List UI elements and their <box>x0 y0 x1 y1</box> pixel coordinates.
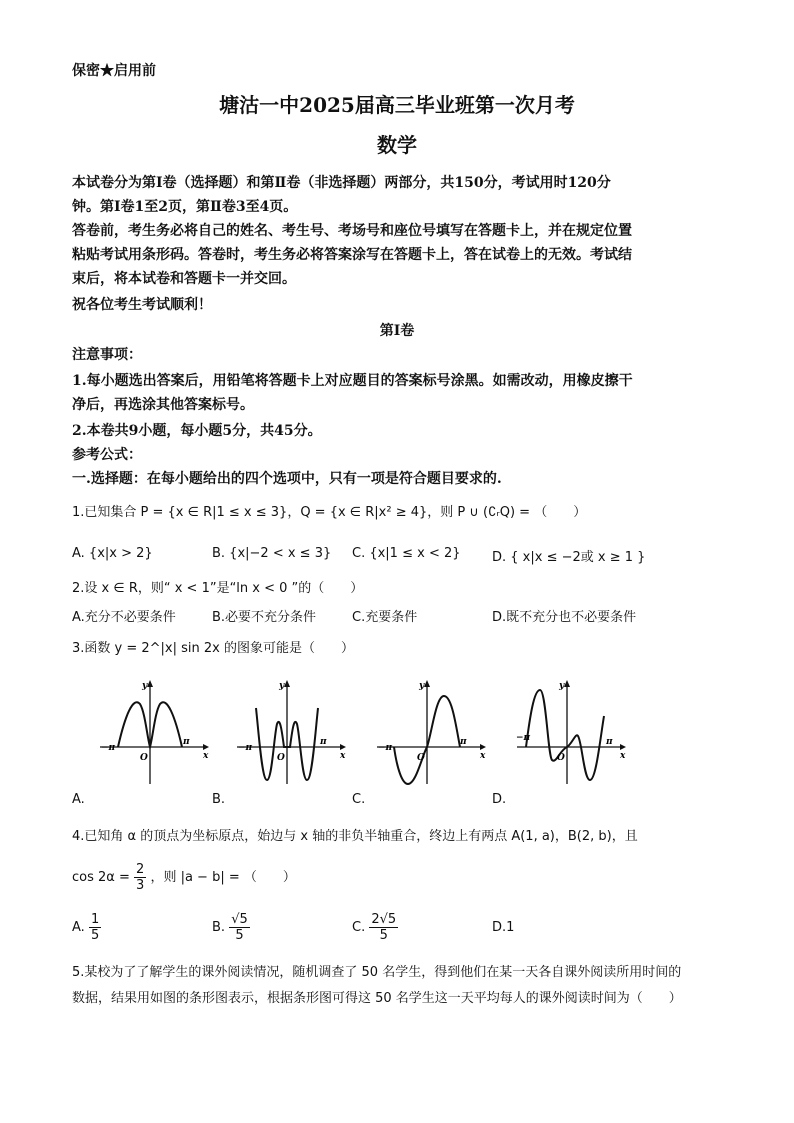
intro-line-1: 本试卷分为第Ⅰ卷（选择题）和第Ⅱ卷（非选择题）两部分，共150分，考试用时120分 <box>72 175 611 191</box>
subject-title: 数学 <box>377 133 417 157</box>
q2-stem: 2.设 x ∈ R，则“ x < 1”是“ln x < 0 ”的（ ） <box>72 581 364 596</box>
q3-graph-b-neg-pi: −π <box>238 743 253 753</box>
q3-graph-c-y-label: y <box>419 681 425 691</box>
q3-stem: 3.函数 y = 2^|x| sin 2x 的图象可能是（ ） <box>72 641 354 656</box>
q4-cos-expression: cos 2α = <box>72 870 130 885</box>
q3-option-d: D. <box>492 792 507 807</box>
q4-option-b <box>212 912 250 944</box>
q3-graph-b-pi: π <box>320 737 327 747</box>
q3-graph-c-pi: π <box>460 737 467 747</box>
q1-option-a: A. {x|x > 2} <box>72 546 153 561</box>
intro-line-4: 粘贴考试用条形码。答卷时，考生务必将答案涂写在答题卡上，答在试卷上的无效。考试结 <box>72 247 632 263</box>
note-2: 2.本卷共9小题，每小题5分，共45分。 <box>72 423 322 439</box>
q4-option-a-label: A. <box>72 920 85 935</box>
q3-graph-d-y-label: y <box>559 681 565 691</box>
q4-option-c <box>352 912 398 944</box>
q3-graph-d-x-label: x <box>620 751 626 761</box>
q4-option-a <box>72 912 101 944</box>
section-heading: 第Ⅰ卷 <box>379 323 415 339</box>
q1-option-d: D. { x|x ≤ −2或 x ≥ 1 } <box>492 550 646 565</box>
q4-stem-line-1: 4.已知角 α 的顶点为坐标原点，始边与 x 轴的非负半轴重合，终边上有两点 A(1, a)，B(2, b)，且 <box>72 829 638 844</box>
q3-graph-b-origin: O <box>277 753 285 763</box>
q4-option-b-den: 5 <box>235 928 244 943</box>
q1-option-b: B. {x|−2 < x ≤ 3} <box>212 546 332 561</box>
q3-graph-d-pi: π <box>606 737 613 747</box>
q3-graph-d-neg-pi: −π <box>516 733 531 743</box>
q3-graph-a-origin: O <box>140 753 148 763</box>
q2-option-a: A.充分不必要条件 <box>72 610 176 625</box>
q3-graph-b-x-label: x <box>340 751 346 761</box>
q4-option-a-num: 1 <box>90 912 100 927</box>
q4-fraction <box>134 862 146 893</box>
intro-line-3: 答卷前，考生务必将自己的姓名、考生号、考场号和座位号填写在答题卡上，并在规定位置 <box>72 223 632 239</box>
exam-title: 塘沽一中2025届高三毕业班第一次月考 <box>219 93 575 117</box>
q3-graph-c-origin: O <box>417 753 425 763</box>
q4-option-b-label: B. <box>212 920 226 935</box>
note-1a: 1.每小题选出答案后，用铅笔将答题卡上对应题目的答案标号涂黑。如需改动，用橡皮擦干 <box>72 373 633 389</box>
q3-graph-d <box>512 676 632 786</box>
q3-graph-a-x-label: x <box>203 751 209 761</box>
note-1b: 净后，再选涂其他答案标号。 <box>72 397 254 413</box>
intro-line-5: 束后，将本试卷和答题卡一并交回。 <box>72 271 296 287</box>
q4-option-d: D.1 <box>492 920 515 935</box>
q4-option-b-num: √5 <box>231 912 248 927</box>
q3-graph-b <box>232 676 352 786</box>
q2-option-c: C.充要条件 <box>352 610 418 625</box>
q3-option-a: A. <box>72 792 85 807</box>
q3-graph-a <box>95 676 215 786</box>
q4-fraction-den: 3 <box>136 878 145 893</box>
q3-option-b: B. <box>212 792 226 807</box>
q4-option-c-label: C. <box>352 920 366 935</box>
q1-stem: 1.已知集合 P = {x ∈ R|1 ≤ x ≤ 3}，Q = {x ∈ R|x² ≥ 4}，则 P ∪ (∁ᵣQ) = （ ） <box>72 505 587 520</box>
q4-fraction-num: 2 <box>136 862 145 877</box>
intro-line-6: 祝各位考生考试顺利！ <box>72 297 212 313</box>
q2-option-b: B.必要不充分条件 <box>212 610 317 625</box>
q3-graph-a-pi: π <box>183 737 190 747</box>
q2-option-d: D.既不充分也不必要条件 <box>492 610 637 625</box>
q5-line-2: 数据，结果用如图的条形图表示，根据条形图可得这 50 名学生这一天平均每人的课外阅读时间为（ ） <box>72 991 682 1006</box>
q3-graph-b-y-label: y <box>279 681 285 691</box>
q3-graph-c-neg-pi: −π <box>378 743 393 753</box>
q4-option-c-den: 5 <box>379 928 388 943</box>
q4-stem-line-2 <box>72 862 296 894</box>
confidential-label: 保密★启用前 <box>72 63 156 79</box>
q4-option-a-den: 5 <box>90 928 100 943</box>
q1-option-c: C. {x|1 ≤ x < 2} <box>352 546 461 561</box>
q5-line-1: 5.某校为了了解学生的课外阅读情况，随机调查了 50 名学生，得到他们在某一天各自课外阅读所用时间的 <box>72 965 682 980</box>
q3-graph-a-y-label: y <box>142 681 148 691</box>
q4-stem-tail: ，则 |a − b| = （ ） <box>150 870 296 885</box>
notes-title: 注意事项： <box>72 347 142 363</box>
q3-graph-c <box>372 676 492 786</box>
q3-option-c: C. <box>352 792 366 807</box>
q3-graph-a-neg-pi: −π <box>101 743 116 753</box>
q4-option-c-num: 2√5 <box>371 912 397 927</box>
intro-line-2: 钟。第Ⅰ卷1至2页，第Ⅱ卷3至4页。 <box>72 199 298 215</box>
q3-graph-c-x-label: x <box>480 751 486 761</box>
q3-graph-d-origin: O <box>557 753 565 763</box>
formula-label: 参考公式： <box>72 447 142 463</box>
part-1-heading: 一.选择题：在每小题给出的四个选项中，只有一项是符合题目要求的. <box>72 471 502 487</box>
